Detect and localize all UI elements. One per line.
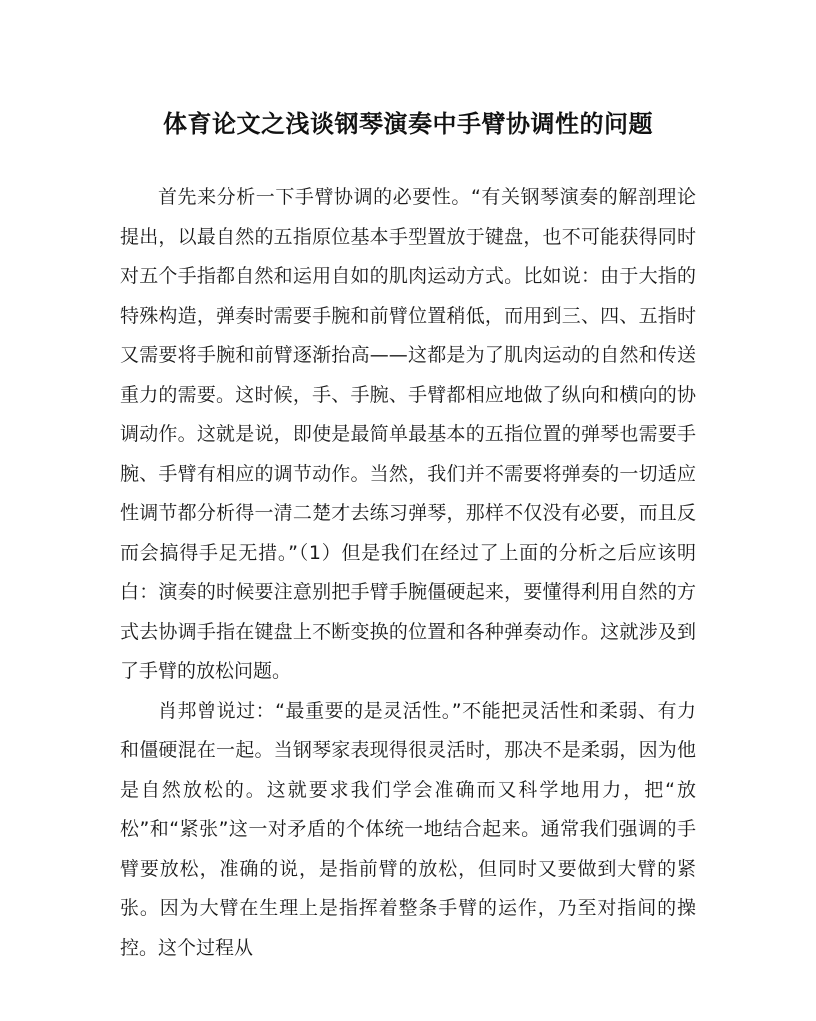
- document-title: 体育论文之浅谈钢琴演奏中手臂协调性的问题: [163, 109, 653, 138]
- paragraph-2: 肖邦曾说过：“最重要的是灵活性。”不能把灵活性和柔弱、有力和僵硬混在一起。当钢琴家表现得很灵活时，那决不是柔弱，因为他是自然放松的。这就要求我们学会准确而又科学地用力，把“放松”和“紧张”这一对矛盾的个体统一地结合起来。通常我们强调的手臂要放松，准确的说，是指前臂的放松，但同时又要做到大臂的紧张。因为大臂在生理上是指挥着整条手臂的运作，乃至对指间的操控。这个过程从: [120, 699, 696, 959]
- paragraph-1: 首先来分析一下手臂协调的必要性。“有关钢琴演奏的解剖理论提出，以最自然的五指原位基本手型置放于键盘，也不可能获得同时对五个手指都自然和运用自如的肌肉运动方式。比如说：由于大指的特殊构造，弹奏时需要手腕和前臂位置稍低，而用到三、四、五指时又需要将手腕和前臂逐渐抬高——这都是为了肌肉运动的自然和传送重力的需要。这时候，手、手腕、手臂都相应地做了纵向和横向的协调动作。这就是说，即使是最简单最基本的五指位置的弹琴也需要手腕、手臂有相应的调节动作。当然，我们并不需要将弹奏的一切适应性调节都分析得一清二楚才去练习弹琴，那样不仅没有必要，而且反而会搞得手足无措。”（1）但是我们在经过了上面的分析之后应该明白：演奏的时候要注意别把手臂手腕僵硬起来，要懂得利用自然的方式去协调手指在键盘上不断变换的位置和各种弹奏动作。这就涉及到了手臂的放松问题。: [120, 186, 696, 682]
- document-body: [120, 178, 696, 968]
